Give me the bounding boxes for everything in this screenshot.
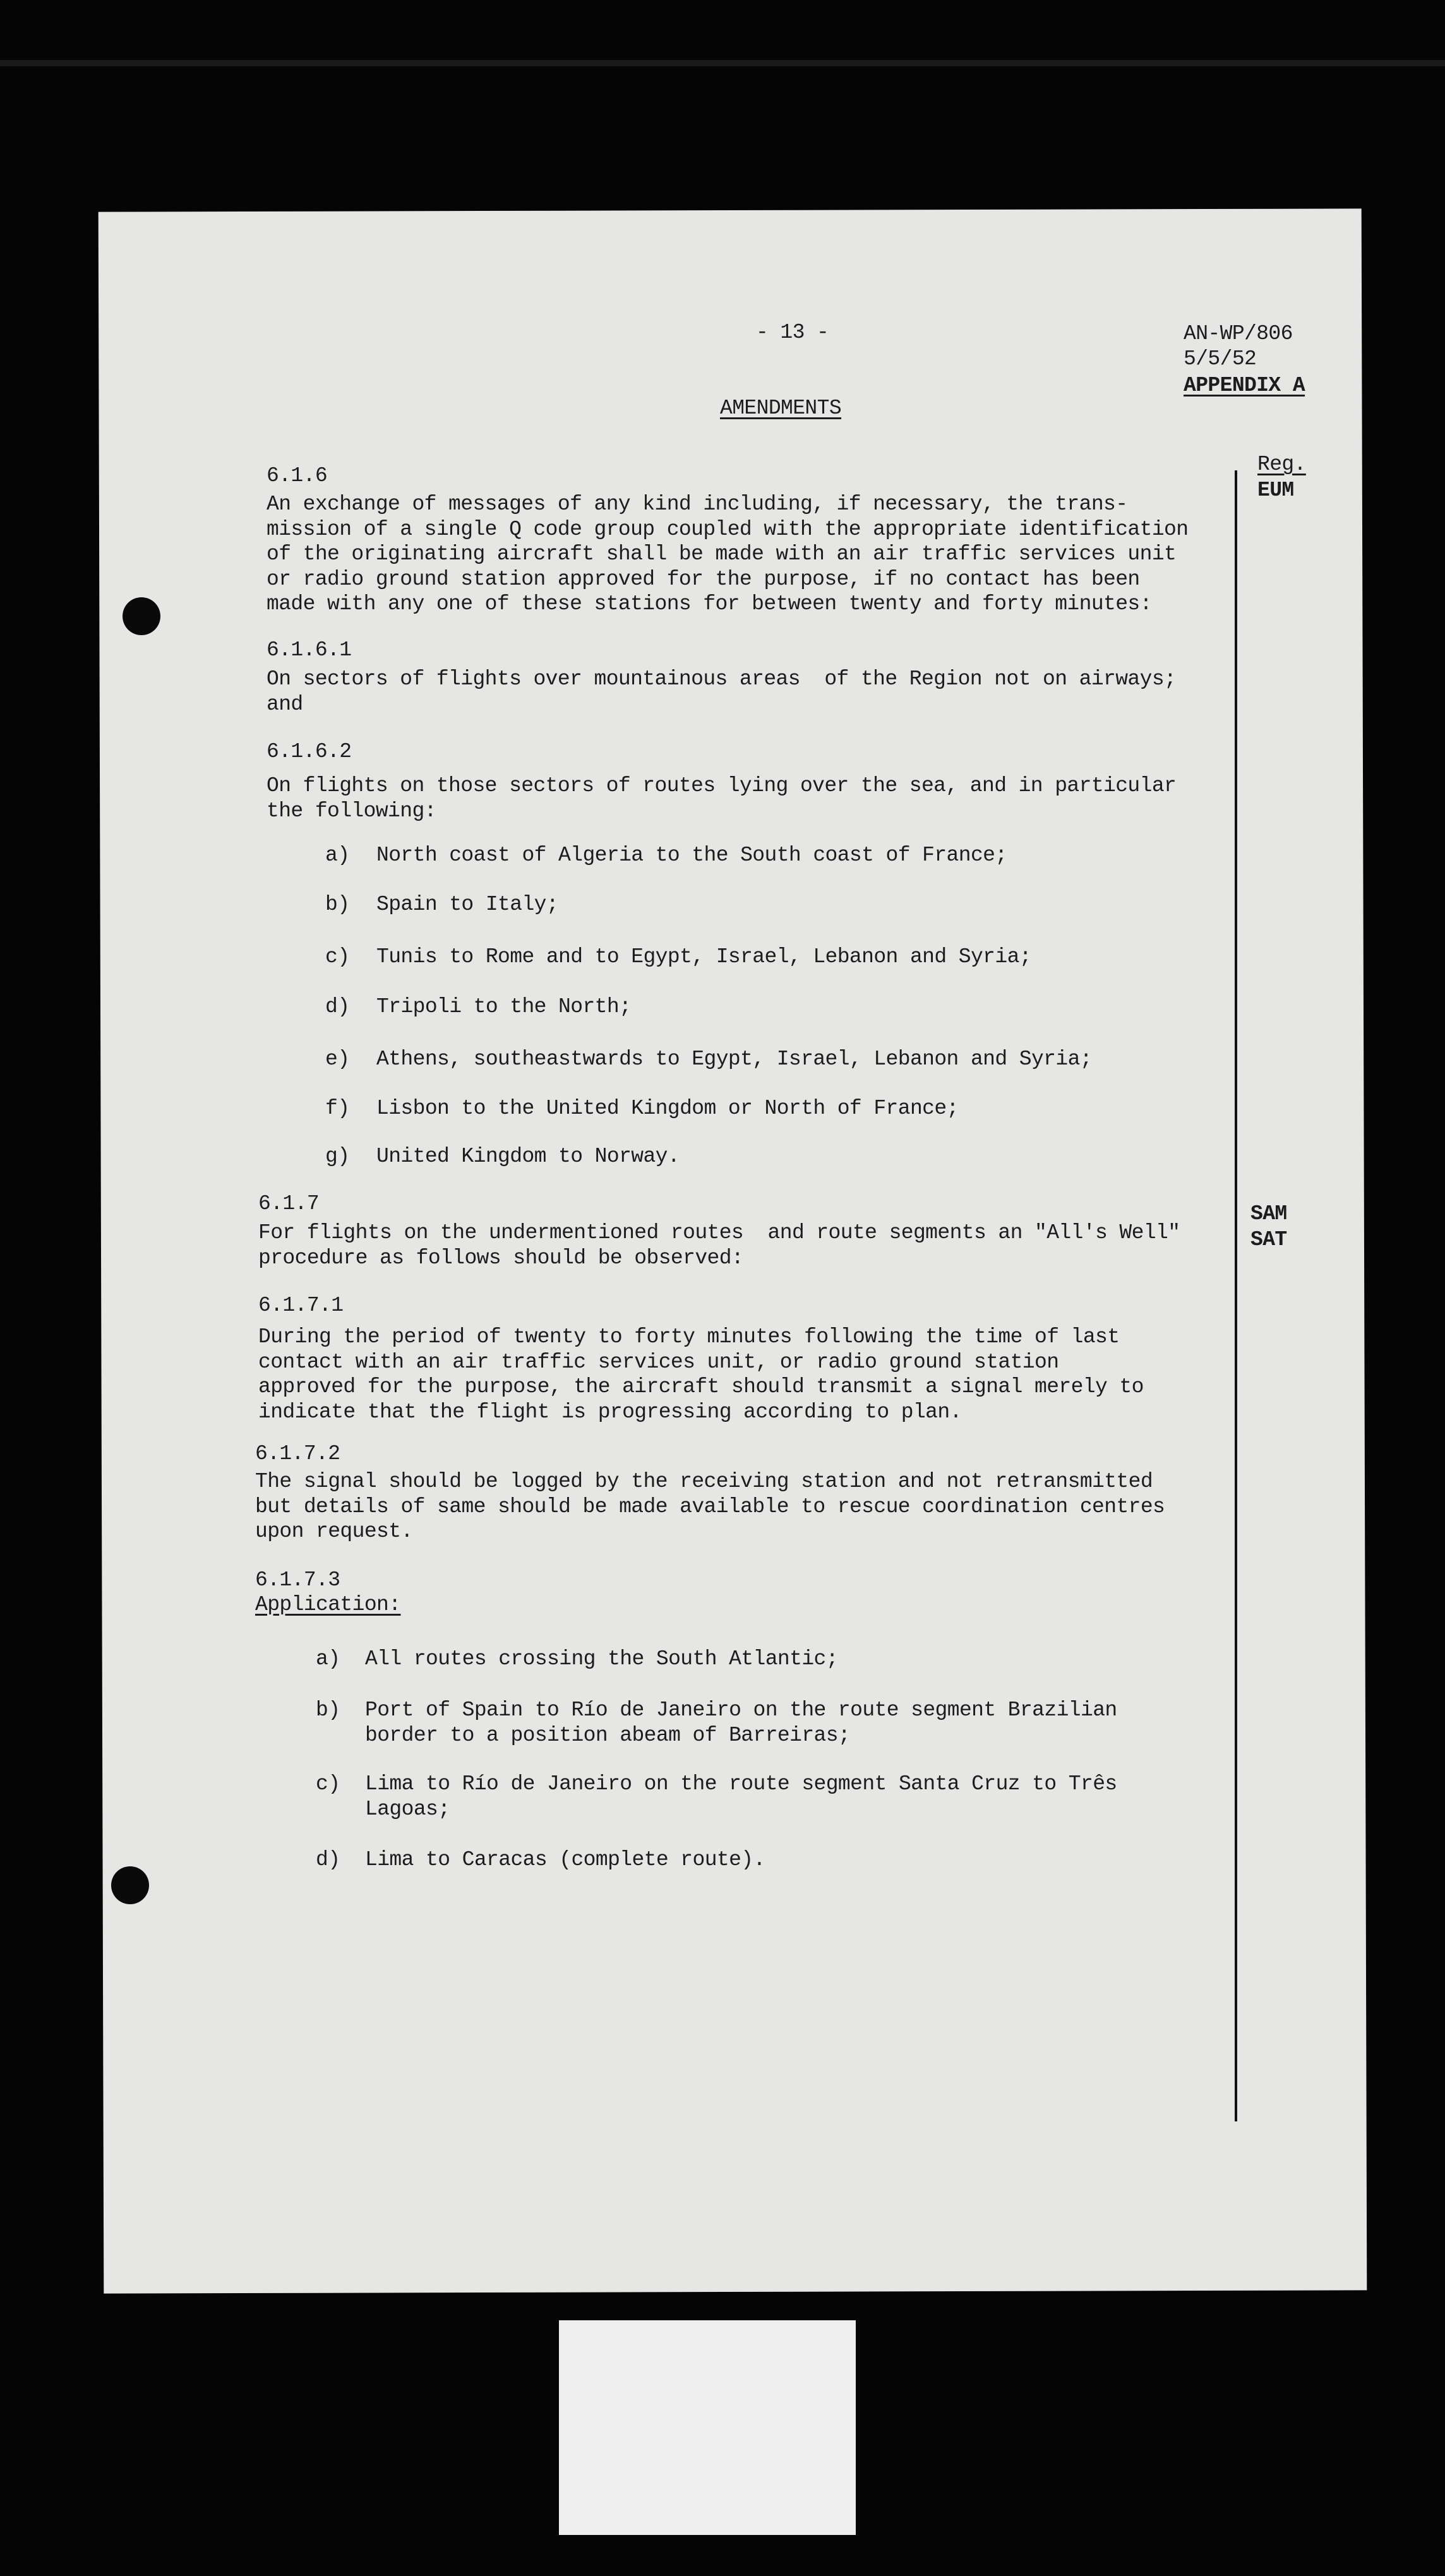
section-text-line: of the originating aircraft shall be made with an air traffic services unit [267, 542, 1177, 566]
list-item-letter: f) [325, 1097, 350, 1120]
list-item-letter: a) [316, 1647, 340, 1671]
list-item-text: border to a position abeam of Barreiras; [365, 1723, 851, 1747]
list-item-text: Athens, southeastwards to Egypt, Israel, Lebanon and Syria; [376, 1047, 1092, 1071]
list-item-text: Lagoas; [365, 1797, 450, 1821]
section-text-line: An exchange of messages of any kind including, if necessary, the trans- [267, 492, 1128, 516]
section-number: 6.1.7.1 [258, 1294, 344, 1317]
list-item-text: United Kingdom to Norway. [376, 1145, 680, 1168]
section-number: 6.1.7 [258, 1192, 320, 1215]
list-item-letter: b) [325, 893, 350, 916]
list-item-letter: g) [325, 1145, 350, 1168]
section-number: 6.1.6 [267, 464, 328, 487]
region-eum: EUM [1257, 479, 1294, 502]
section-text-line: During the period of twenty to forty minutes following the time of last [258, 1325, 1120, 1349]
list-item-letter: d) [325, 995, 350, 1018]
region-sat: SAT [1250, 1228, 1287, 1251]
region-sam: SAM [1250, 1202, 1287, 1225]
list-item-text: North coast of Algeria to the South coast of France; [376, 844, 1007, 867]
reg-label: Reg. [1257, 453, 1306, 476]
list-item-text: Tripoli to the North; [376, 995, 632, 1018]
section-text-line: For flights on the undermentioned routes and route segments an "All's Well" [258, 1221, 1180, 1244]
section-text-line: but details of same should be made available to rescue coordination centres [255, 1494, 1165, 1518]
list-item-text: Spain to Italy; [376, 893, 559, 916]
section-text-line: The signal should be logged by the receiving station and not retransmitted [255, 1470, 1153, 1493]
list-item-text: All routes crossing the South Atlantic; [365, 1647, 838, 1671]
section-text-line: upon request. [255, 1520, 413, 1543]
film-edge [0, 60, 1445, 66]
section-text-line: contact with an air traffic services unit, or radio ground station [258, 1350, 1059, 1374]
punch-hole [111, 1866, 149, 1904]
list-item-text: Port of Spain to Río de Janeiro on the route segment Brazilian [365, 1698, 1117, 1722]
section-number: 6.1.7.3 [255, 1568, 340, 1592]
list-item-text: Lisbon to the United Kingdom or North of France; [376, 1097, 959, 1120]
section-text-line: mission of a single Q code group coupled with the appropriate identification [267, 517, 1189, 541]
doc-reference: AN-WP/806 [1184, 322, 1293, 345]
punch-hole [123, 597, 160, 635]
blank-card [559, 2320, 856, 2535]
appendix-label: APPENDIX A [1184, 374, 1305, 397]
section-text-line: approved for the purpose, the aircraft should transmit a signal merely to [258, 1375, 1144, 1398]
section-text-line: made with any one of these stations for between twenty and forty minutes: [267, 592, 1152, 616]
section-text-line: or radio ground station approved for the purpose, if no contact has been [267, 567, 1140, 591]
section-text-line: procedure as follows should be observed: [258, 1246, 744, 1270]
list-item-letter: d) [316, 1848, 340, 1871]
list-item-text: Lima to Río de Janeiro on the route segment Santa Cruz to Três [365, 1772, 1117, 1796]
section-text-line: On flights on those sectors of routes lying over the sea, and in particular [267, 774, 1177, 797]
section-text-line: and [267, 692, 303, 716]
section-text-line: Application: [255, 1593, 401, 1616]
list-item-text: Tunis to Rome and to Egypt, Israel, Lebanon and Syria; [376, 945, 1031, 969]
section-number: 6.1.6.1 [267, 638, 352, 662]
margin-rule [1235, 470, 1237, 2121]
section-number: 6.1.7.2 [255, 1442, 340, 1465]
doc-date: 5/5/52 [1184, 347, 1257, 371]
list-item-letter: a) [325, 844, 350, 867]
section-text-line: the following: [267, 799, 436, 823]
list-item-letter: c) [316, 1772, 340, 1796]
list-item-letter: c) [325, 945, 350, 969]
list-item-letter: e) [325, 1047, 350, 1071]
list-item-letter: b) [316, 1698, 340, 1722]
section-text-line: On sectors of flights over mountainous areas of the Region not on airways; [267, 667, 1177, 691]
section-number: 6.1.6.2 [267, 740, 352, 763]
page-title: AMENDMENTS [720, 397, 842, 420]
page-number: - 13 - [756, 321, 829, 344]
section-text-line: indicate that the flight is progressing according to plan. [258, 1400, 962, 1424]
list-item-text: Lima to Caracas (complete route). [365, 1848, 765, 1871]
